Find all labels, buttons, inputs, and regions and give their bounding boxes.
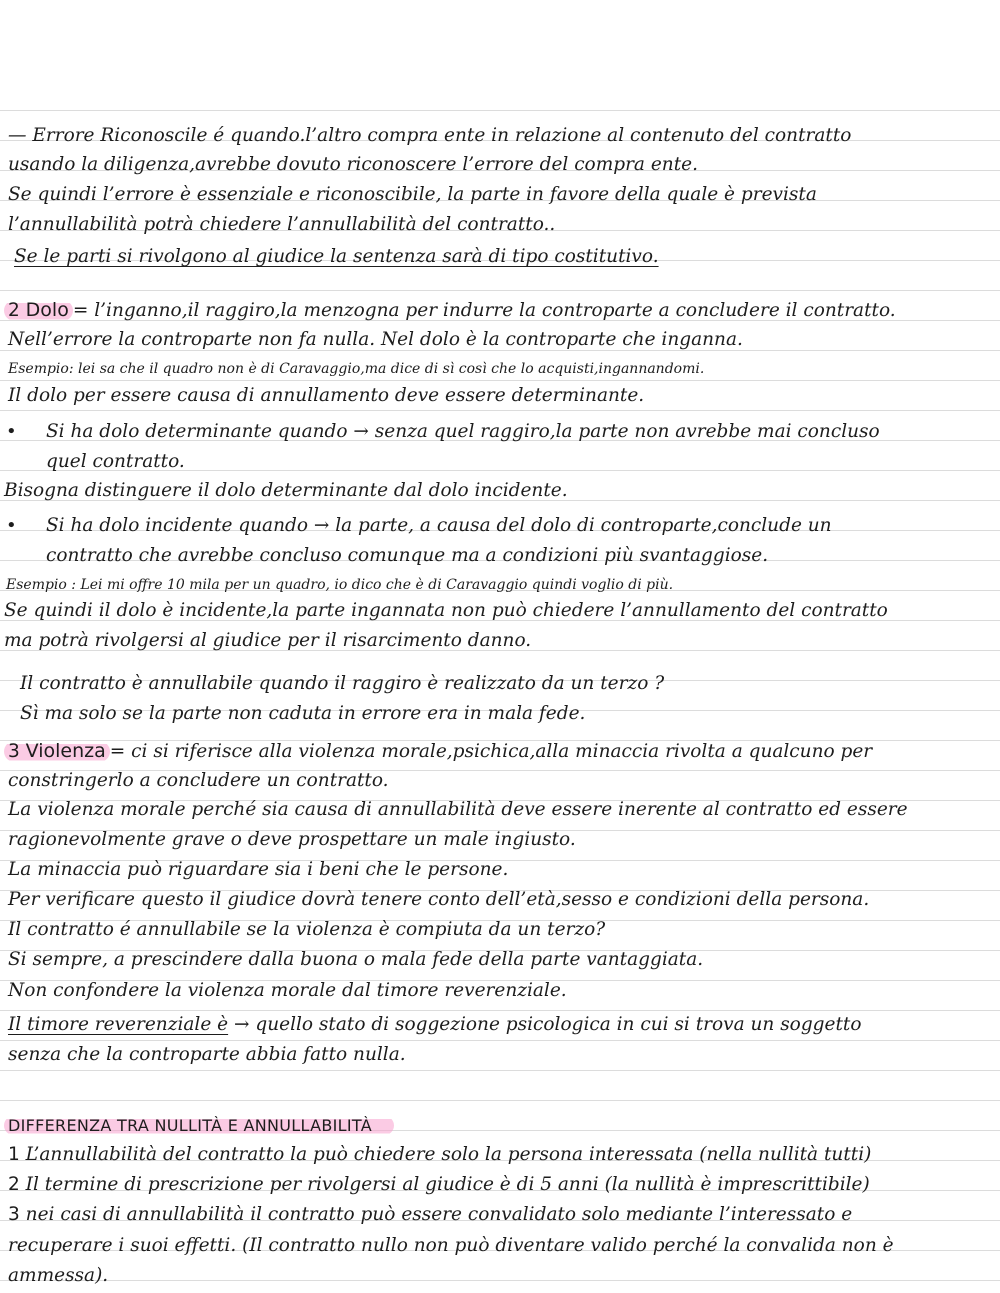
- bullet-line: Si ha dolo incidente quando → la parte, a causa del dolo di controparte,conclude un: [46, 515, 832, 536]
- violenza-highlight: [4, 741, 110, 762]
- dolo-definition: = l’inganno,il raggiro,la menzogna per indurre la controparte a concludere il contratto.: [72, 300, 896, 321]
- bullet-line: quel contratto.: [46, 451, 185, 472]
- note-line: senza che la controparte abbia fatto nulla.: [8, 1044, 406, 1065]
- note-line: La minaccia può riguardare sia i beni che le persone.: [8, 859, 509, 880]
- note-line: — Errore Riconoscile é quando.l’altro compra ente in relazione al contenuto del contratto: [8, 125, 852, 146]
- note-line: recuperare i suoi effetti. (Il contratto nullo non può diventare valido perché la convalida non è: [8, 1235, 894, 1256]
- note-line: usando la diligenza,avrebbe dovuto riconoscere l’errore del compra ente.: [8, 154, 698, 175]
- question-line: Il contratto è annullabile quando il raggiro è realizzato da un terzo ?: [20, 673, 665, 694]
- underlined-note: Se le parti si rivolgono al giudice la sentenza sarà di tipo costitutivo.: [14, 246, 659, 267]
- violenza-heading-line: [4, 739, 872, 764]
- bullet-icon: •: [6, 515, 17, 536]
- bullet-icon: •: [6, 421, 17, 442]
- item-text: nei casi di annullabilità il contratto può essere convalidato solo mediante l’interessato e: [19, 1204, 853, 1225]
- list-item: [8, 1173, 870, 1197]
- timore-definition: → quello stato di soggezione psicologica in cui si trova un soggetto: [228, 1014, 862, 1035]
- note-line: Se quindi il dolo è incidente,la parte ingannata non può chiedere l’annullamento del contratto: [4, 600, 888, 621]
- example-line: Esempio: lei sa che il quadro non è di Caravaggio,ma dice di sì così che lo acquisti,ingannandomi.: [8, 361, 705, 377]
- item-number: 3: [8, 1204, 20, 1225]
- note-line: Se quindi l’errore è essenziale e riconoscibile, la parte in favore della quale è prevista: [8, 184, 817, 205]
- note-line: Nell’errore la controparte non fa nulla. Nel dolo è la controparte che inganna.: [8, 329, 743, 350]
- note-line: ma potrà rivolgersi al giudice per il risarcimento danno.: [4, 630, 532, 651]
- dolo-term: Dolo: [25, 299, 69, 321]
- item-number: 1: [8, 1144, 20, 1165]
- note-line: Non confondere la violenza morale dal timore reverenziale.: [8, 980, 567, 1001]
- example-line: Esempio : Lei mi offre 10 mila per un quadro, io dico che è di Caravaggio quindi voglio di più.: [6, 577, 674, 593]
- differenza-heading-line: [4, 1114, 394, 1138]
- note-line: Per verificare questo il giudice dovrà tenere conto dell’età,sesso e condizioni della persona.: [8, 889, 870, 910]
- list-item: [8, 1203, 852, 1227]
- item-text: L’annullabilità del contratto la può chiedere solo la persona interessata (nella nullità tutti): [19, 1144, 872, 1165]
- note-line: Bisogna distinguere il dolo determinante dal dolo incidente.: [4, 480, 568, 501]
- note-line: constringerlo a concludere un contratto.: [8, 770, 389, 791]
- timore-term: Il timore reverenziale è: [8, 1014, 229, 1035]
- note-line: Il dolo per essere causa di annullamento deve essere determinante.: [8, 385, 645, 406]
- note-line: [8, 1013, 861, 1037]
- item-text: Il termine di prescrizione per rivolgersi al giudice è di 5 anni (la nullità è imprescrittibile): [19, 1174, 870, 1195]
- note-line: ammessa).: [8, 1265, 109, 1286]
- bullet-line: contratto che avrebbe concluso comunque ma a condizioni più svantaggiose.: [46, 545, 769, 566]
- violenza-term: Violenza: [25, 740, 106, 762]
- dolo-heading-line: [4, 298, 896, 323]
- note-line: Si sempre, a prescindere dalla buona o mala fede della parte vantaggiata.: [8, 949, 704, 970]
- answer-line: Sì ma solo se la parte non caduta in errore era in mala fede.: [20, 703, 586, 724]
- section-number: 3: [8, 741, 20, 762]
- violenza-definition: = ci si riferisce alla violenza morale,psichica,alla minaccia rivolta a qualcuno per: [109, 741, 873, 762]
- list-item: [8, 1143, 871, 1167]
- item-number: 2: [8, 1174, 20, 1195]
- section-number: 2: [8, 300, 20, 321]
- bullet-line: Si ha dolo determinante quando → senza quel raggiro,la parte non avrebbe mai concluso: [46, 421, 880, 442]
- note-line: ragionevolmente grave o deve prospettare un male ingiusto.: [8, 829, 576, 850]
- note-line: Il contratto é annullabile se la violenza è compiuta da un terzo?: [8, 919, 606, 940]
- differenza-title: DIFFERENZA TRA NULLITÀ E ANNULLABILITÀ: [4, 1116, 394, 1135]
- note-line: l’annullabilità potrà chiedere l’annullabilità del contratto..: [8, 214, 556, 235]
- note-line: La violenza morale perché sia causa di annullabilità deve essere inerente al contratto ed essere: [8, 799, 908, 820]
- dolo-highlight: [4, 300, 73, 321]
